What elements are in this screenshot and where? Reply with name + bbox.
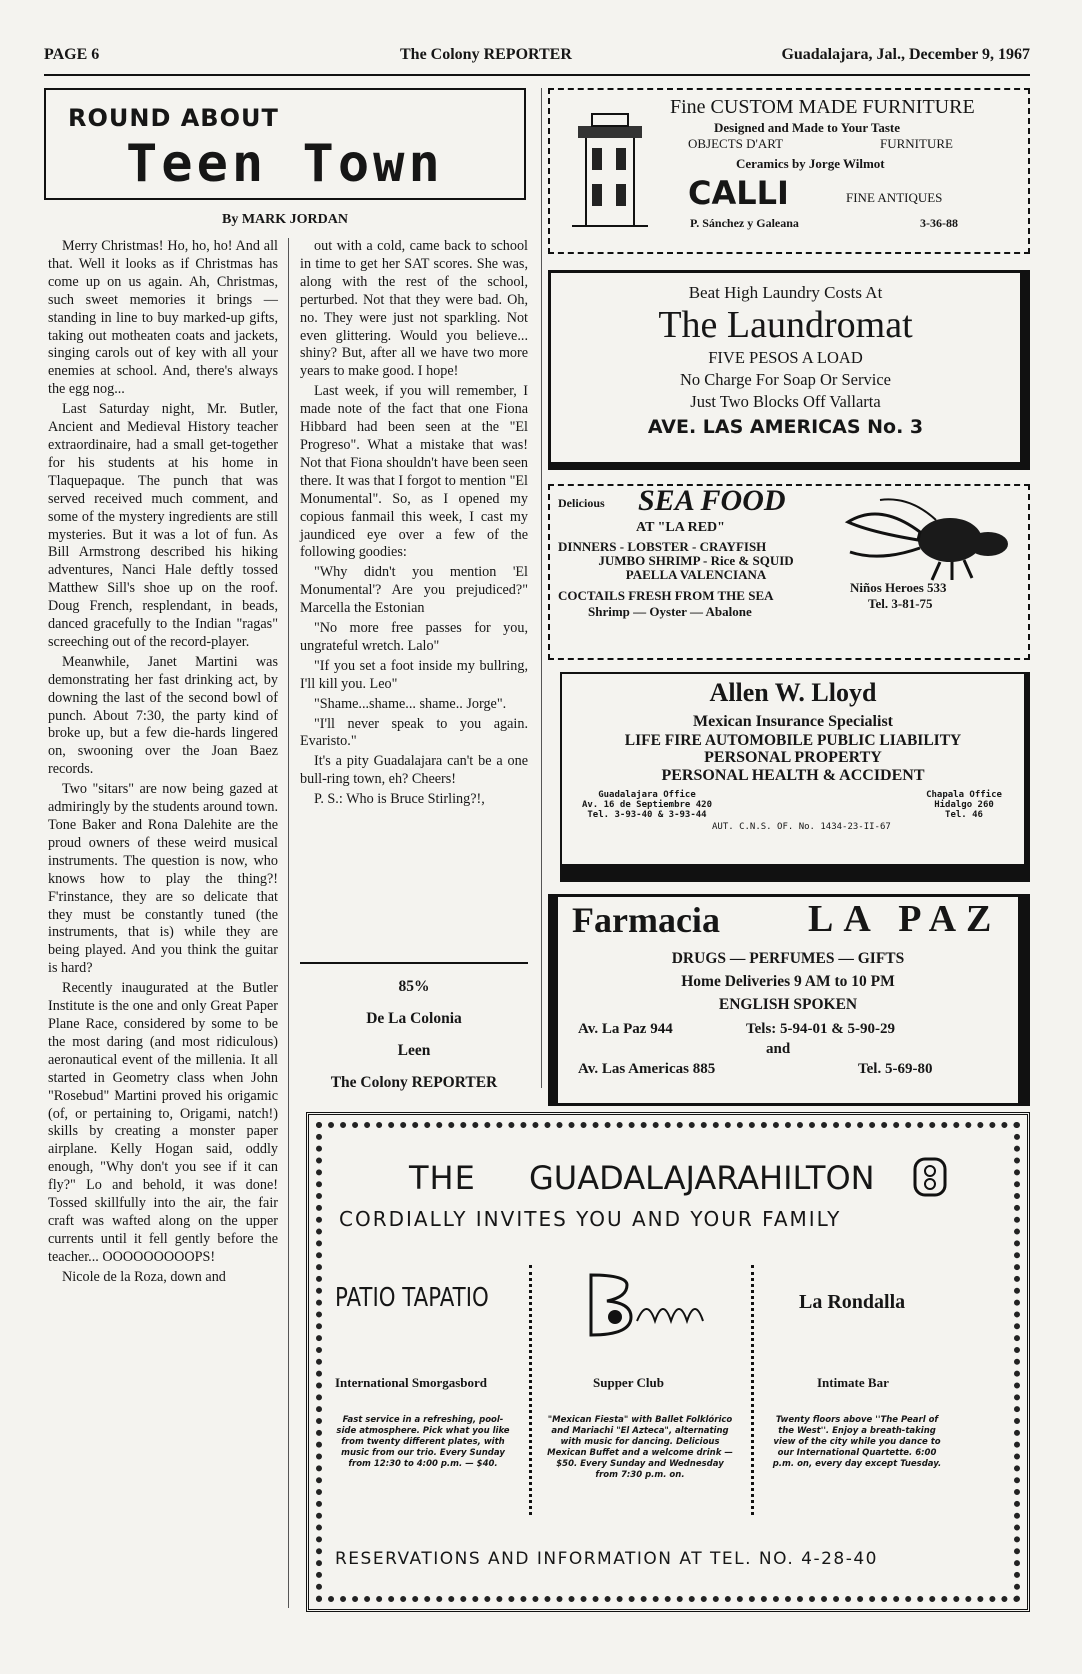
paper-name: The Colony REPORTER: [400, 46, 572, 63]
farmacia-line: DRUGS — PERFUMES — GIFTS: [671, 950, 905, 967]
dateline: Guadalajara, Jal., December 9, 1967: [781, 46, 1030, 63]
lloyd-chapala-office: [914, 790, 1014, 820]
farmacia-and: and: [766, 1041, 791, 1057]
belvedere-logo-icon: [571, 1265, 721, 1345]
paragraph: Nicole de la Roza, down and: [62, 1268, 226, 1285]
article-column-1: [48, 238, 278, 1289]
rondalla-sub: Intimate Bar: [817, 1375, 889, 1390]
paragraph: "Why didn't you mention 'El Monumental'? Are you prejudiced?" Marcella the Estonian: [300, 564, 528, 617]
office-address: Hidalgo 260: [934, 800, 994, 810]
lloyd-line: PERSONAL PROPERTY: [704, 749, 882, 766]
farmacia-address: Av. La Paz 944: [578, 1021, 673, 1037]
column-divider: [288, 238, 289, 1608]
farmacia-line: ENGLISH SPOKEN: [718, 996, 858, 1013]
calli-address: P. Sánchez y Galeana: [690, 216, 799, 230]
calli-phone: 3-36-88: [920, 216, 958, 230]
seafood-line: PAELLA VALENCIANA: [625, 567, 767, 582]
seafood-line: DINNERS - LOBSTER - CRAYFISH: [558, 539, 767, 554]
lloyd-line: LIFE FIRE AUTOMOBILE PUBLIC LIABILITY: [624, 732, 962, 749]
laundromat-address: AVE. LAS AMERICAS No. 3: [647, 416, 924, 438]
ornament-divider: [751, 1265, 754, 1515]
farmacia-ad: [548, 894, 1030, 1106]
calli-antiques: FINE ANTIQUES: [846, 190, 943, 205]
farmacia-line: Home Deliveries 9 AM to 10 PM: [681, 973, 895, 990]
laundromat-ad: [548, 270, 1030, 470]
paragraph: "Shame...shame... shame.. Jorge".: [314, 695, 507, 712]
belvedere-desc: "Mexican Fiesta" with Ballet Folklórico and Mariachi "El Azteca", alternating with music for dancing. Delicious Mexican Buffet and a welcome drink — $50. Every Sunday and Wednesday from 7:30 p.m. on.: [547, 1415, 733, 1480]
farmacia-address: Av. Las Americas 885: [578, 1061, 716, 1077]
seafood-address: Niños Heroes 533: [850, 580, 947, 595]
paragraph: It's a pity Guadalajara can't be a one bull-ring town, eh? Cheers!: [300, 753, 528, 788]
promo-box: [300, 962, 528, 1092]
patio-tapatio-desc: Fast service in a refreshing, pool-side atmosphere. Pick what you like from twenty different plates, with music from our trio. Every Sunday from 12:30 to 4:00 p.m. — $40.: [336, 1415, 510, 1469]
page-number: PAGE 6: [44, 46, 100, 63]
column-title: Teen Town: [126, 134, 444, 194]
column-header-box: [44, 88, 526, 200]
office-phone: Tel. 46: [945, 810, 983, 820]
farmacia-info: [558, 947, 1018, 1016]
lloyd-title: Mexican Insurance Specialist: [693, 713, 893, 730]
promo-line: Leen: [397, 1042, 431, 1059]
calli-objects: OBJECTS D'ART: [688, 136, 784, 151]
lloyd-ad: [560, 672, 1030, 882]
laundromat-line: FIVE PESOS A LOAD: [708, 348, 863, 367]
hilton-title-city: GUADALAJARA: [529, 1159, 760, 1197]
seafood-cocktails: COCTAILS FRESH FROM THE SEA: [558, 588, 774, 603]
paragraph: Meanwhile, Janet Martini was demonstrating her fast drinking act, by downing the last of the second bowl of punch. About 7:30, the party kind of broke up, but a few die-hards lingered on, swooning over the Joan Baez records.: [48, 653, 278, 778]
laundromat-name: The Laundromat: [658, 304, 913, 346]
farmacia-phone: Tel. 5-69-80: [858, 1061, 933, 1077]
paragraph: Two "sitars" are now being gazed at admiringly by the students around town. Tone Baker and Rona Dalehite are the proud owners of these weird musical instruments. The question is now, who knows how to play the thing?! F'rinstance, they are so delicate that they must be constantly tuned (the instruments, that is) while they are being played. And you think the guitar is hard?: [48, 781, 278, 977]
hilton-logo-icon: [913, 1157, 947, 1197]
calli-furniture: FURNITURE: [880, 136, 953, 151]
byline: By MARK JORDAN: [222, 212, 348, 227]
seafood-delicious: Delicious: [558, 496, 605, 510]
promo-percent: 85%: [398, 978, 430, 995]
office-address: Av. 16 de Septiembre 420: [581, 800, 713, 810]
lloyd-authorization: AUT. C.N.S. OF. No. 1434-23-II-67: [712, 822, 891, 832]
hilton-title-hilton: HILTON: [759, 1159, 875, 1197]
masthead-rule: [44, 74, 1030, 76]
hilton-ad: [306, 1112, 1030, 1612]
patio-tapatio-sub: International Smorgasbord: [335, 1375, 488, 1390]
paragraph: Merry Christmas! Ho, ho, ho! And all that. Well it looks as if Christmas has come up on us again. Ah, Christmas, such sweet memories it brings — standing in line to buy marked-up gifts, taking out motheaten coats and jackets, singing carols out of key with all your enemies at school. And, there's always the egg nog...: [48, 238, 278, 398]
lloyd-line: PERSONAL HEALTH & ACCIDENT: [661, 767, 925, 784]
paragraph: P. S.: Who is Bruce Stirling?!,: [314, 791, 485, 808]
seafood-line: JUMBO SHRIMP - Rice & SQUID: [598, 553, 794, 568]
patio-tapatio-name: PATIO TAPATIO: [335, 1283, 489, 1313]
laundromat-tagline: Beat High Laundry Costs At: [688, 283, 883, 302]
column-kicker: ROUND ABOUT: [68, 104, 279, 132]
calli-line: Designed and Made to Your Taste: [714, 120, 900, 135]
farmacia-brand: LA PAZ: [808, 898, 1002, 940]
hilton-invite: CORDIALLY INVITES YOU AND YOUR FAMILY: [339, 1207, 842, 1231]
paragraph: "No more free passes for you, ungrateful wretch. Lalo": [300, 620, 528, 654]
promo-line: De La Colonia: [366, 1010, 462, 1027]
belvedere-sub: Supper Club: [593, 1375, 664, 1390]
ornament-divider: [529, 1265, 532, 1515]
building-icon: [568, 108, 652, 230]
lloyd-gdl-office: [572, 790, 722, 820]
rondalla-name: La Rondalla: [799, 1291, 906, 1313]
seafood-ad: [548, 484, 1030, 660]
paragraph: out with a cold, came back to school in time to get her SAT scores. She was, along with the rest of the school, perturbed. Not that they were bad. Oh, no. They were just not sparkling. Not even glittering. Would you believe... shiny? But, after all we have two more years to make good. I hope!: [300, 238, 528, 380]
calli-ad: [548, 88, 1030, 254]
ad-divider: [541, 88, 542, 1088]
paragraph: "I'll never speak to you again. Evaristo.": [300, 715, 528, 750]
office-phone: Tel. 3-93-40 & 3-93-44: [587, 810, 707, 820]
calli-ceramics: Ceramics by Jorge Wilmot: [736, 156, 885, 171]
calli-name: CALLI: [688, 174, 789, 212]
seafood-location: AT "LA RED": [636, 520, 725, 535]
seafood-menu: [558, 540, 834, 582]
seafood-phone: Tel. 3-81-75: [868, 596, 933, 611]
promo-paper: The Colony REPORTER: [330, 1074, 498, 1091]
laundromat-line: No Charge For Soap Or Service: [680, 370, 891, 389]
calli-headline: Fine CUSTOM MADE FURNITURE: [670, 96, 975, 118]
paragraph: "If you set a foot inside my bullring, I'll kill you. Leo": [300, 657, 528, 692]
article-column-2: [300, 238, 528, 811]
seafood-title: SEA FOOD: [638, 484, 786, 517]
paragraph: Last week, if you will remember, I made note of the fact that one Fiona Hibbard had been seen at the "El Progreso". What a mistake that was! Not that Fiona shouldn't have been seen there. It was that I forgot to mention "El Monumental". So, as I opened my copious fanmail this week, I cast my jaundiced eye over a few of the following goodies:: [300, 383, 528, 561]
farmacia-phones: Tels: 5-94-01 & 5-90-29: [746, 1021, 896, 1037]
rondalla-desc: Twenty floors above ''The Pearl of the West''. Enjoy a breath-taking view of the city while you dance to our International Quartette. 6:00 p.m. on, every day except Tuesday.: [772, 1415, 942, 1469]
lloyd-name: Allen W. Lloyd: [709, 678, 877, 707]
paragraph: Recently inaugurated at the Butler Institute is the one and only Great Paper Plane Race, considered by some to be the most daring (and most ridiculous) aeronautical event of the millenia. It all started in Geometry class when John "Rosebud" Martini proved his origamic (of, or pertaining to, Origami, natch!) skills by creating a monster paper airplane. Kelly Hogan said, oddly enough, "Why don't you see if it can fly?" Lo and behold, it was done! Tossed skillfully into the air, the fair craft was wafted along on the upper currents until it fell gently before the teacher... OOOOOOOOOPS!: [48, 980, 278, 1265]
seafood-shellfish: Shrimp — Oyster — Abalone: [588, 604, 752, 619]
office-name: Chapala Office: [926, 790, 1002, 800]
hilton-footer: RESERVATIONS AND INFORMATION AT TEL. NO. 4-28-40: [335, 1549, 878, 1569]
paragraph: Last Saturday night, Mr. Butler, Ancient and Medieval History teacher extraordinaire, had a small get-together for his students at his home in Tlaquepaque. The punch that was served received much comment, and some of the mystery ingredients are still mysteries. But it was a lot of fun. As Bill Armstrong described his hiking adventures, Nanci Hale deftly tossed Matthew Sill's shoe up on the roof. Doug French, resplendant, in beads, danced gracefully to the Indian "ragas" screeching out of the record-player.: [48, 401, 278, 650]
office-name: Guadalajara Office: [598, 790, 696, 800]
lobster-icon: [840, 492, 1020, 582]
farmacia-name: Farmacia: [572, 900, 720, 940]
masthead: [44, 36, 1030, 72]
laundromat-line: Just Two Blocks Off Vallarta: [690, 392, 881, 411]
hilton-title-the: THE: [409, 1159, 476, 1197]
